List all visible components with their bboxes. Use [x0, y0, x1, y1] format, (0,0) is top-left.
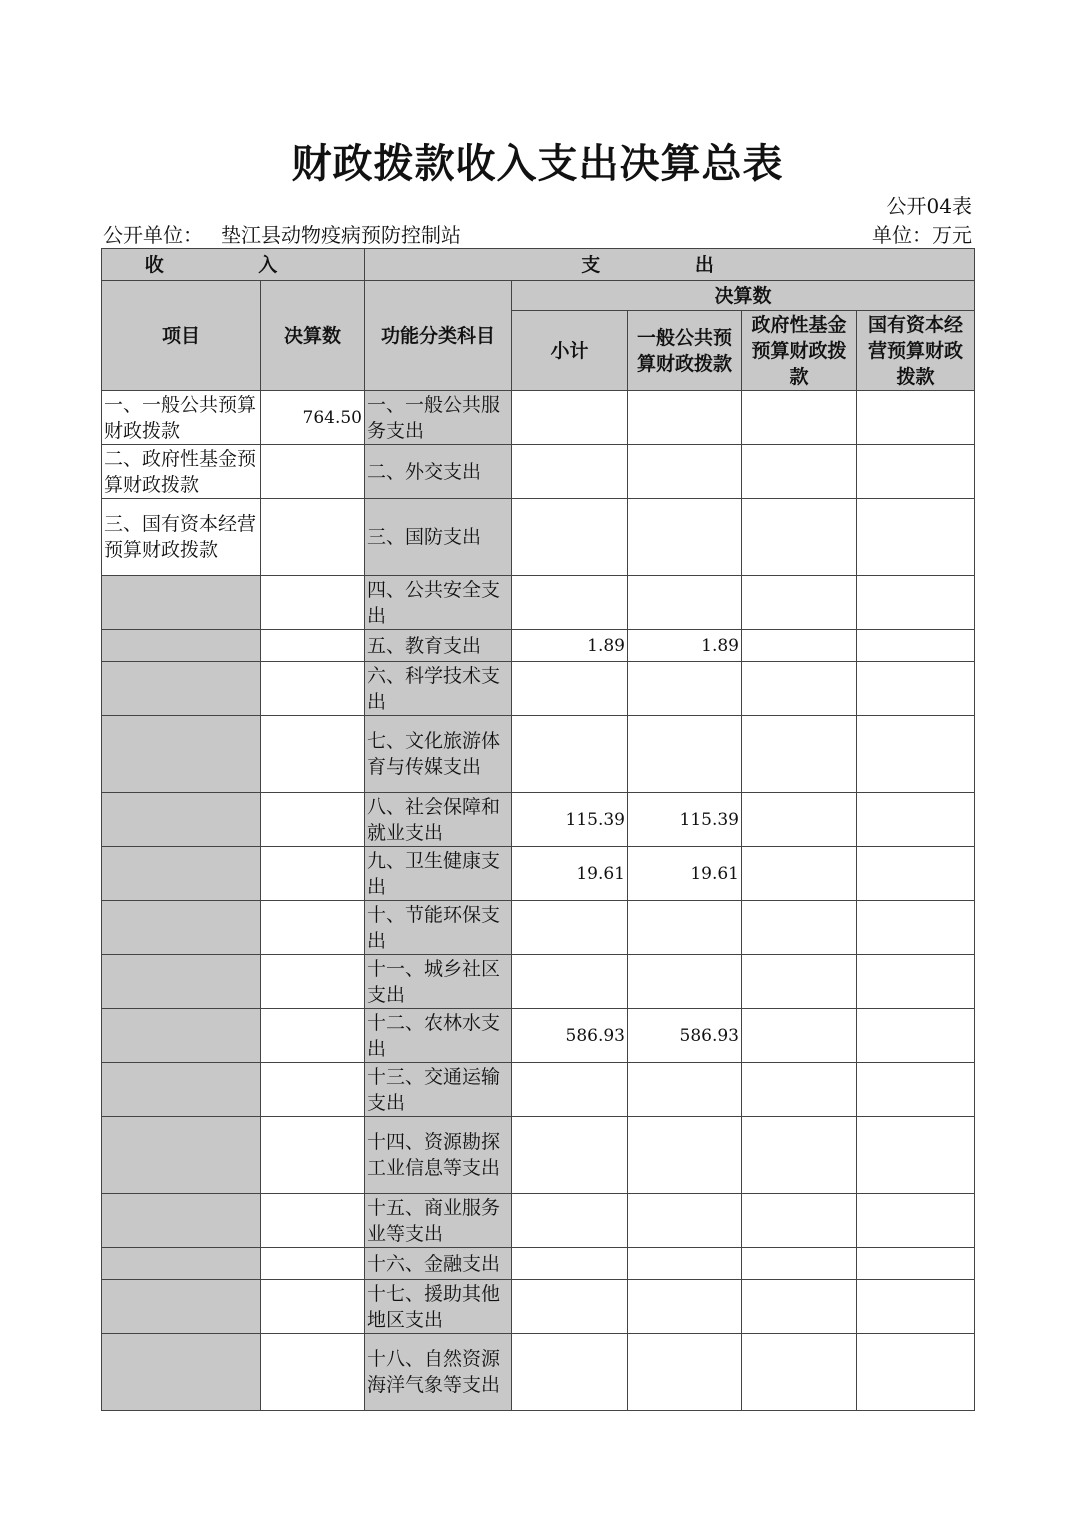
table-row: [102, 955, 975, 1009]
income-amount-cell: [261, 1194, 365, 1248]
gov-fund-cell: [742, 391, 857, 445]
income-item-cell: [102, 1248, 261, 1280]
income-item-cell: [102, 716, 261, 793]
page-title: 财政拨款收入支出决算总表: [291, 140, 784, 187]
func-category-cell: 八、社会保障和就业支出: [365, 793, 512, 847]
income-amount-cell: [261, 576, 365, 630]
item-header: 项目: [102, 281, 261, 391]
subtotal-cell: [512, 1248, 628, 1280]
state-capital-cell: [857, 1194, 975, 1248]
subtotal-header: 小计: [512, 311, 628, 391]
general-budget-cell: [628, 499, 742, 576]
table-row: [102, 901, 975, 955]
income-amount-cell: [261, 1280, 365, 1334]
gov-fund-cell: [742, 576, 857, 630]
general-budget-cell: 115.39: [628, 793, 742, 847]
table-row: [102, 499, 975, 576]
income-item-cell: [102, 1280, 261, 1334]
amount-header: 决算数: [261, 281, 365, 391]
subtotal-cell: 1.89: [512, 630, 628, 662]
func-category-cell: 五、教育支出: [365, 630, 512, 662]
income-item-cell: 二、政府性基金预算财政拨款: [102, 445, 261, 499]
form-number: 公开04表: [886, 194, 972, 218]
gov-fund-cell: [742, 1194, 857, 1248]
publishing-unit: [103, 219, 461, 248]
state-capital-cell: [857, 793, 975, 847]
subtotal-cell: [512, 576, 628, 630]
table-row: [102, 391, 975, 445]
func-category-header: 功能分类科目: [365, 281, 512, 391]
func-category-cell: 一、一般公共服务支出: [365, 391, 512, 445]
income-item-cell: [102, 1334, 261, 1411]
income-amount-cell: [261, 847, 365, 901]
general-budget-cell: 19.61: [628, 847, 742, 901]
gov-fund-cell: [742, 662, 857, 716]
state-capital-cell: [857, 576, 975, 630]
income-amount-cell: [261, 499, 365, 576]
gov-fund-cell: [742, 1117, 857, 1194]
table-row: [102, 445, 975, 499]
income-item-cell: 三、国有资本经营预算财政拨款: [102, 499, 261, 576]
state-capital-cell: [857, 955, 975, 1009]
gov-fund-cell: [742, 901, 857, 955]
gov-fund-cell: [742, 499, 857, 576]
income-header: 收 入: [102, 249, 365, 281]
gov-fund-cell: [742, 1334, 857, 1411]
gov-fund-cell: [742, 630, 857, 662]
func-category-cell: 三、国防支出: [365, 499, 512, 576]
general-budget-cell: 586.93: [628, 1009, 742, 1063]
state-capital-cell: [857, 445, 975, 499]
table-row: [102, 1194, 975, 1248]
subtotal-cell: [512, 445, 628, 499]
income-item-cell: [102, 630, 261, 662]
general-budget-cell: [628, 445, 742, 499]
income-amount-cell: [261, 630, 365, 662]
state-capital-cell: [857, 1009, 975, 1063]
subtotal-cell: 586.93: [512, 1009, 628, 1063]
income-amount-cell: [261, 662, 365, 716]
income-item-cell: [102, 576, 261, 630]
func-category-cell: 十四、资源勘探工业信息等支出: [365, 1117, 512, 1194]
general-budget-cell: [628, 391, 742, 445]
subtotal-cell: [512, 1194, 628, 1248]
general-budget-cell: [628, 1194, 742, 1248]
income-item-cell: [102, 901, 261, 955]
table-row: [102, 1009, 975, 1063]
income-item-cell: [102, 662, 261, 716]
table-row: [102, 662, 975, 716]
income-amount-cell: [261, 793, 365, 847]
subtotal-cell: 115.39: [512, 793, 628, 847]
subtotal-cell: 19.61: [512, 847, 628, 901]
subtotal-cell: [512, 1117, 628, 1194]
state-capital-cell: [857, 499, 975, 576]
subtotal-cell: [512, 901, 628, 955]
gov-fund-cell: [742, 445, 857, 499]
general-budget-cell: [628, 1248, 742, 1280]
settlement-header: 决算数: [512, 281, 975, 311]
general-budget-header: 一般公共预算财政拨款: [628, 311, 742, 391]
state-capital-cell: [857, 847, 975, 901]
func-category-cell: 十二、农林水支出: [365, 1009, 512, 1063]
income-amount-cell: [261, 1334, 365, 1411]
general-budget-cell: 1.89: [628, 630, 742, 662]
func-category-cell: 十六、金融支出: [365, 1248, 512, 1280]
subtotal-cell: [512, 662, 628, 716]
gov-fund-header: 政府性基金预算财政拨款: [742, 311, 857, 391]
subtotal-cell: [512, 499, 628, 576]
general-budget-cell: [628, 1334, 742, 1411]
gov-fund-cell: [742, 716, 857, 793]
table-row: [102, 1280, 975, 1334]
func-category-cell: 十八、自然资源海洋气象等支出: [365, 1334, 512, 1411]
subtotal-cell: [512, 1334, 628, 1411]
table-row: [102, 1248, 975, 1280]
general-budget-cell: [628, 662, 742, 716]
unit-name: 垫江县动物疫病预防控制站: [221, 223, 461, 247]
income-item-cell: 一、一般公共预算财政拨款: [102, 391, 261, 445]
state-capital-cell: [857, 1117, 975, 1194]
subtotal-cell: [512, 716, 628, 793]
gov-fund-cell: [742, 847, 857, 901]
subtotal-cell: [512, 1280, 628, 1334]
general-budget-cell: [628, 576, 742, 630]
income-item-cell: [102, 1009, 261, 1063]
table-row: [102, 576, 975, 630]
unit-label: 公开单位：: [103, 223, 203, 247]
income-amount-cell: [261, 1009, 365, 1063]
state-capital-cell: [857, 662, 975, 716]
gov-fund-cell: [742, 1063, 857, 1117]
gov-fund-cell: [742, 955, 857, 1009]
general-budget-cell: [628, 716, 742, 793]
income-amount-cell: [261, 1248, 365, 1280]
general-budget-cell: [628, 1117, 742, 1194]
general-budget-cell: [628, 1063, 742, 1117]
func-category-cell: 十一、城乡社区支出: [365, 955, 512, 1009]
income-amount-cell: [261, 1117, 365, 1194]
general-budget-cell: [628, 1280, 742, 1334]
income-item-cell: [102, 955, 261, 1009]
income-amount-cell: [261, 716, 365, 793]
func-category-cell: 二、外交支出: [365, 445, 512, 499]
currency-unit: 单位：万元: [872, 223, 972, 247]
income-item-cell: [102, 1194, 261, 1248]
func-category-cell: 四、公共安全支出: [365, 576, 512, 630]
func-category-cell: 十五、商业服务业等支出: [365, 1194, 512, 1248]
expense-header: 支 出: [365, 249, 975, 281]
subtotal-cell: [512, 391, 628, 445]
general-budget-cell: [628, 955, 742, 1009]
income-amount-cell: [261, 1063, 365, 1117]
func-category-cell: 十七、援助其他地区支出: [365, 1280, 512, 1334]
state-capital-cell: [857, 391, 975, 445]
income-amount-cell: [261, 901, 365, 955]
gov-fund-cell: [742, 793, 857, 847]
gov-fund-cell: [742, 1248, 857, 1280]
state-capital-cell: [857, 1063, 975, 1117]
subtotal-cell: [512, 955, 628, 1009]
subtotal-cell: [512, 1063, 628, 1117]
income-item-cell: [102, 793, 261, 847]
table-row: [102, 847, 975, 901]
table-row: [102, 1117, 975, 1194]
income-item-cell: [102, 847, 261, 901]
state-capital-cell: [857, 1334, 975, 1411]
gov-fund-cell: [742, 1280, 857, 1334]
gov-fund-cell: [742, 1009, 857, 1063]
general-budget-cell: [628, 901, 742, 955]
income-amount-cell: 764.50: [261, 391, 365, 445]
func-category-cell: 七、文化旅游体育与传媒支出: [365, 716, 512, 793]
state-capital-cell: [857, 901, 975, 955]
state-capital-cell: [857, 716, 975, 793]
func-category-cell: 十三、交通运输支出: [365, 1063, 512, 1117]
table-row: [102, 716, 975, 793]
state-capital-header: 国有资本经营预算财政拨款: [857, 311, 975, 391]
state-capital-cell: [857, 1280, 975, 1334]
income-amount-cell: [261, 955, 365, 1009]
table-row: [102, 1334, 975, 1411]
func-category-cell: 十、节能环保支出: [365, 901, 512, 955]
table-row: [102, 1063, 975, 1117]
state-capital-cell: [857, 1248, 975, 1280]
func-category-cell: 九、卫生健康支出: [365, 847, 512, 901]
func-category-cell: 六、科学技术支出: [365, 662, 512, 716]
income-amount-cell: [261, 445, 365, 499]
budget-table: [101, 248, 975, 1411]
income-item-cell: [102, 1117, 261, 1194]
table-row: [102, 630, 975, 662]
income-item-cell: [102, 1063, 261, 1117]
table-row: [102, 793, 975, 847]
state-capital-cell: [857, 630, 975, 662]
